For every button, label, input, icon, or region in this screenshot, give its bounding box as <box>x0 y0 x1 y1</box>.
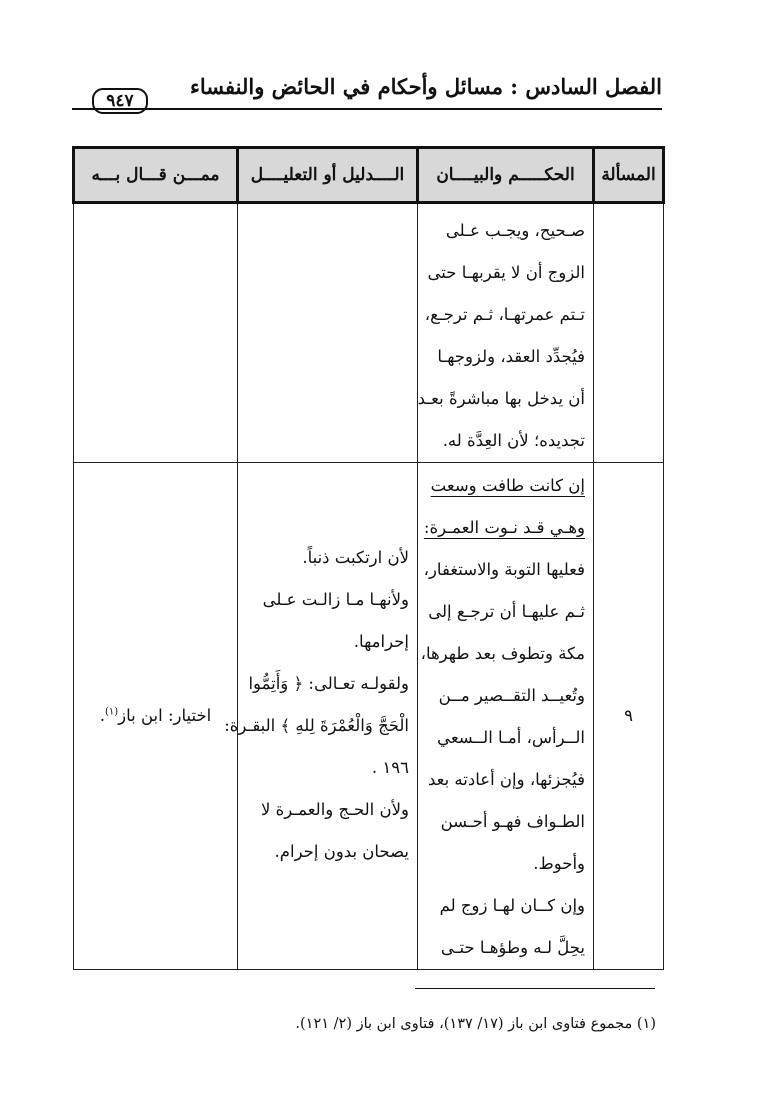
table-row <box>74 203 664 463</box>
ruling-line: الزوج أن لا يقربهـا حتى <box>427 263 585 282</box>
proof-line: إحرامها. <box>353 632 409 651</box>
ruling-line: تجديده؛ لأن العِدَّة له. <box>442 431 585 450</box>
ruling-line: الطـواف فهـو أحـسن <box>440 812 585 831</box>
who-said-text: اختيار: ابن باز <box>118 706 212 725</box>
ruling-line: فيُجدِّد العقد، ولزوجهـا <box>437 347 585 366</box>
proof-line: ولقولـه تعـالى: ﴿ وَأَتِمُّوا <box>248 674 409 693</box>
ruling-line: مكة وتطوف بعد طهرها، <box>420 644 585 663</box>
footnote: (١) مجموع فتاوى ابن باز (١٧/ ١٣٧)، فتاوى ابن باز (٢/ ١٢١). <box>295 1016 656 1032</box>
ruling-line: الــرأس، أمـا الــسعي <box>437 728 585 747</box>
header-rule <box>72 108 662 110</box>
proof-line: ولأنهـا مـا زالـت عـلى <box>262 590 409 609</box>
ruling-cell <box>418 463 594 970</box>
proof-cell <box>238 203 418 463</box>
ruling-cell <box>418 203 594 463</box>
page-number-badge: ٩٤٧ <box>92 88 148 114</box>
ruling-line: ثـم عليهـا أن ترجـع إلى <box>428 602 585 621</box>
who-said-cell <box>74 203 238 463</box>
proof-line: يصحان بدون إحرام. <box>274 842 409 861</box>
column-header-ruling: الحكـــــم والبيــــان <box>418 148 594 203</box>
table-header-row <box>74 148 664 203</box>
column-header-proof: الــــدليل أو التعليــــل <box>238 148 418 203</box>
ruling-line: إن كانت طافت وسعت <box>430 476 585 495</box>
page-header <box>72 70 662 110</box>
ruling-line: وهـي قـد نـوت العمـرة: <box>423 518 585 537</box>
ruling-line: وتُعيــد التقــصير مــن <box>438 686 585 705</box>
who-said-cell: اختيار: ابن باز$^{(١)}$. <box>74 463 238 970</box>
footnote-rule <box>415 988 655 989</box>
table-row <box>74 463 664 970</box>
ruling-line: فعليها التوبة والاستغفار، <box>423 560 585 579</box>
chapter-title: الفصل السادس : مسائل وأحكام في الحائض والنفساء <box>190 74 662 99</box>
issue-number-cell: ٩ <box>594 463 664 970</box>
column-header-who-said: ممـــن قـــال بـــه <box>74 148 238 203</box>
proof-line: ولأن الحـج والعمـرة لا <box>260 800 409 819</box>
ruling-line: صـحيح، ويجـب عـلى <box>445 221 585 240</box>
proof-line: ١٩٦ . <box>371 758 409 777</box>
ruling-line: يحِلَّ لـه وطؤهـا حتـى <box>440 938 585 957</box>
ruling-line: وأحوط. <box>533 854 585 873</box>
proof-cell <box>224 463 418 970</box>
proof-line: الْحَجَّ وَالْعُمْرَةَ لِلهِ ﴾ البقـرة: <box>224 716 409 735</box>
footnote-marker: (١) <box>104 706 119 718</box>
proof-line: لأن ارتكبت ذنباً. <box>302 548 409 567</box>
ruling-line: أن يدخل بها مباشرةً بعـد <box>417 389 585 408</box>
ruling-line: تـتم عمرتهـا، ثـم ترجـع، <box>424 305 585 324</box>
rulings-table <box>72 146 665 970</box>
ruling-line: فيُجزئها، وإن أعادته بعد <box>427 770 585 789</box>
ruling-line: وإن كــان لهـا زوج لم <box>439 896 585 915</box>
issue-number-cell <box>594 203 664 463</box>
column-header-issue: المسألة <box>594 148 664 203</box>
